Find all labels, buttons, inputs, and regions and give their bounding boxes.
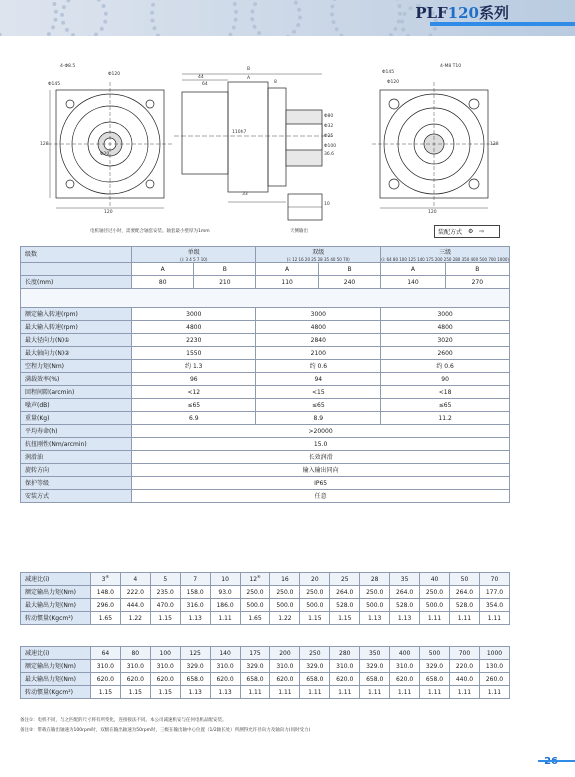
table-cell: 1.13 — [210, 686, 240, 699]
table-cell: 3000 — [381, 308, 510, 321]
dim-label: 4-Φ8.5 — [60, 64, 76, 69]
table-row — [21, 612, 510, 625]
ratio-cell: 350 — [360, 647, 390, 660]
table-cell: 94 — [256, 373, 381, 386]
table-cell: 1.22 — [270, 612, 300, 625]
ratio-cell: 7 — [180, 573, 210, 586]
table-cell: 2840 — [256, 334, 381, 347]
table-cell: 1.13 — [390, 612, 420, 625]
table-cell: 329.0 — [420, 660, 450, 673]
title-underline — [430, 22, 575, 26]
table-cell: 177.0 — [479, 586, 509, 599]
table-cell: 250.0 — [300, 586, 330, 599]
table-cell: ≤65 — [256, 399, 381, 412]
table-cell: 8.9 — [256, 412, 381, 425]
row-label: 回程间隙(arcmin) — [21, 386, 132, 399]
table-cell: 620.0 — [150, 673, 180, 686]
table-cell: 310.0 — [120, 660, 150, 673]
table-cell: A — [381, 263, 445, 276]
page-number-underline — [538, 760, 575, 762]
ratio-cell: 200 — [270, 647, 300, 660]
table-row — [21, 425, 510, 438]
row-label: 空程力矩(Nm) — [21, 360, 132, 373]
table-cell: 528.0 — [330, 599, 360, 612]
dim-label: Φ120 — [387, 80, 400, 85]
row-label: 重量(Kg) — [21, 412, 132, 425]
table-cell: 1.11 — [420, 686, 450, 699]
dim-label: 4-M8 T10 — [440, 64, 462, 69]
table-cell: 11.2 — [381, 412, 510, 425]
table-cell: 1.65 — [90, 612, 120, 625]
table-cell: 210 — [194, 276, 256, 289]
table-cell: 310.0 — [90, 660, 120, 673]
row-label: 满载效率(%) — [21, 373, 132, 386]
table-cell: 80 — [132, 276, 194, 289]
ratio-cell: 250 — [300, 647, 330, 660]
ratio-cell: 3④ — [90, 573, 120, 586]
table-cell: 1.11 — [240, 686, 270, 699]
table-cell: 620.0 — [90, 673, 120, 686]
table-cell: 620.0 — [120, 673, 150, 686]
table-cell: 1.15 — [150, 612, 180, 625]
table-cell: 1.11 — [449, 686, 479, 699]
row-label: 减速比(i) — [21, 647, 91, 660]
table-row — [21, 412, 510, 425]
table-cell: 1.15 — [90, 686, 120, 699]
row-label: 平均寿命(h) — [21, 425, 132, 438]
dim-label: Φ145 — [382, 70, 395, 75]
table-cell: 1.15 — [120, 686, 150, 699]
table-cell: 620.0 — [270, 673, 300, 686]
footnote: 备注②：带载在输出轴速为100rpm时，双级在输出轴速为50rpm时，三级在输出轴中心位置（1/2轴长处）所测得允许径向力及轴向力(同时受力) — [20, 728, 311, 733]
dim-label: 128 — [40, 142, 49, 147]
row-label: 最大输出力矩(Nm) — [21, 599, 91, 612]
row-label: 转动惯量(Kgcm²) — [21, 686, 91, 699]
table-cell: 1.13 — [360, 612, 390, 625]
ratio-cell: 280 — [330, 647, 360, 660]
table-cell: 444.0 — [120, 599, 150, 612]
table-cell: 1550 — [132, 347, 256, 360]
table-cell: 316.0 — [180, 599, 210, 612]
ratio-cell: 100 — [150, 647, 180, 660]
stage-header: 双级 (i: 12 16 20 25 28 35 40 50 70) — [256, 247, 381, 263]
table-row — [21, 464, 510, 477]
table-row — [21, 599, 510, 612]
table-cell: 270 — [445, 276, 509, 289]
row-label: 最大输入转速(rpm) — [21, 321, 132, 334]
table-cell: 1.11 — [479, 686, 509, 699]
row-label: 减速比(i) — [21, 573, 91, 586]
stage-header: 三级 (i: 64 80 100 125 140 175 200 250 280 350 400 500 700 1000) — [381, 247, 510, 263]
table-cell: 3000 — [132, 308, 256, 321]
table-cell: A — [132, 263, 194, 276]
table-cell: 250.0 — [270, 586, 300, 599]
table-cell: 222.0 — [120, 586, 150, 599]
table-cell: 1.11 — [479, 612, 509, 625]
ratio-cell: 20 — [300, 573, 330, 586]
row-label: 保护等级 — [21, 477, 132, 490]
ratio-cell: 35 — [390, 573, 420, 586]
dim-label: Φ145 — [48, 82, 61, 87]
dim-label: 64 — [202, 82, 208, 87]
table-cell: 3000 — [256, 308, 381, 321]
table-cell: 658.0 — [240, 673, 270, 686]
table-cell: <18 — [381, 386, 510, 399]
table-cell: 1.11 — [360, 686, 390, 699]
table-cell: 310.0 — [330, 660, 360, 673]
table-cell: A — [256, 263, 318, 276]
table-row — [21, 347, 510, 360]
footnote: 备注①：电机不同，与之匹配的尺寸将有所变化，连接接法不同。本公司减速机安与任何电机品配安装。 — [20, 718, 227, 723]
table-cell: 240 — [318, 276, 380, 289]
table-cell: >20000 — [132, 425, 510, 438]
row-label: 抗扭刚性(Nm/arcmin) — [21, 438, 132, 451]
row-label: 噪声(dB) — [21, 399, 132, 412]
table-cell: 任意 — [132, 490, 510, 503]
table-cell: 2230 — [132, 334, 256, 347]
ratio-cell: 175 — [240, 647, 270, 660]
table-cell: 620.0 — [330, 673, 360, 686]
page-title: PLF120系列 — [415, 4, 509, 22]
table-cell: 1.11 — [420, 612, 450, 625]
table-cell: 220.0 — [449, 660, 479, 673]
arrow-right-icon: ⇨ — [479, 228, 485, 235]
technical-drawing — [42, 52, 500, 242]
ratio-cell: 28 — [360, 573, 390, 586]
table-cell: 148.0 — [90, 586, 120, 599]
table-row — [21, 276, 510, 289]
dim-label: 128 — [490, 142, 499, 147]
gear-decoration-icon — [0, 0, 58, 36]
table-cell: 约 0.6 — [381, 360, 510, 373]
table-cell: 186.0 — [210, 599, 240, 612]
table-cell: 4800 — [381, 321, 510, 334]
table-cell: 329.0 — [300, 660, 330, 673]
dim-label: Φ100 — [324, 144, 337, 149]
dim-label: Φ25 — [324, 134, 334, 139]
ratio-cell: 140 — [210, 647, 240, 660]
table-cell: 500.0 — [360, 599, 390, 612]
table-row — [21, 321, 510, 334]
table-cell: 1.11 — [390, 686, 420, 699]
dim-label: Φ20 — [100, 152, 110, 157]
ratio-cell: 12④ — [240, 573, 270, 586]
ratio-cell: 1000 — [479, 647, 509, 660]
table-row — [21, 451, 510, 464]
ratio-cell: 700 — [449, 647, 479, 660]
table-cell: 658.0 — [420, 673, 450, 686]
dim-label: 33 — [242, 192, 248, 197]
table-cell: 1.13 — [180, 686, 210, 699]
table-row — [21, 586, 510, 599]
gear-decoration-icon — [150, 0, 238, 36]
ratio-cell: 500 — [420, 647, 450, 660]
table-cell: 310.0 — [270, 660, 300, 673]
gear-decoration-icon — [330, 0, 402, 36]
row-label: 额定输出力矩(Nm) — [21, 586, 91, 599]
table-cell: 3020 — [381, 334, 510, 347]
table-cell: 310.0 — [210, 660, 240, 673]
dim-label: 120 — [104, 210, 113, 215]
install-method-box — [434, 225, 500, 238]
table-row — [21, 360, 510, 373]
spacer-row — [21, 289, 510, 308]
table-cell: IP65 — [132, 477, 510, 490]
table-cell: 500.0 — [270, 599, 300, 612]
table-cell: 354.0 — [479, 599, 509, 612]
table-cell: 1.11 — [300, 686, 330, 699]
table-cell: 500.0 — [420, 599, 450, 612]
ratio-table-2 — [20, 646, 510, 699]
ratio-cell: 5 — [150, 573, 180, 586]
table-cell: 658.0 — [180, 673, 210, 686]
ratio-cell: 50 — [449, 573, 479, 586]
table-cell: 658.0 — [300, 673, 330, 686]
table-cell: 264.0 — [449, 586, 479, 599]
table-cell: 500.0 — [300, 599, 330, 612]
table-cell: 1.13 — [180, 612, 210, 625]
gear-decoration-icon — [250, 0, 302, 36]
stage-header: 单级 (i: 3 4 5 7 10) — [132, 247, 256, 263]
table-cell: 96 — [132, 373, 256, 386]
table-row — [21, 263, 510, 276]
table-cell: 1.65 — [240, 612, 270, 625]
level-label: 级数 — [21, 247, 132, 263]
table-row — [21, 673, 510, 686]
table-cell: 158.0 — [180, 586, 210, 599]
table-row — [21, 438, 510, 451]
table-cell: 250.0 — [420, 586, 450, 599]
dim-label: 44 — [198, 75, 204, 80]
table-row — [21, 647, 510, 660]
ratio-table-1 — [20, 572, 510, 625]
table-cell: 329.0 — [180, 660, 210, 673]
table-cell: 1.11 — [210, 612, 240, 625]
table-cell: 440.0 — [449, 673, 479, 686]
table-cell: 110 — [256, 276, 318, 289]
ratio-footnote-mark: ④ — [257, 573, 261, 579]
ratio-cell: 40 — [420, 573, 450, 586]
row-label: 转动惯量(Kgcm²) — [21, 612, 91, 625]
table-cell: 2100 — [256, 347, 381, 360]
table-cell: 130.0 — [479, 660, 509, 673]
dim-label: Φ80 — [324, 114, 334, 119]
table-cell: 6.9 — [132, 412, 256, 425]
table-cell: <15 — [256, 386, 381, 399]
dim-label: Φ32 — [324, 124, 334, 129]
table-cell: 140 — [381, 276, 445, 289]
row-label: 最大径向力(N)① — [21, 334, 132, 347]
ratio-cell: 125 — [180, 647, 210, 660]
table-cell: B — [318, 263, 380, 276]
table-cell: 310.0 — [390, 660, 420, 673]
table-cell: 长效润滑 — [132, 451, 510, 464]
dim-label: 8 — [274, 80, 277, 85]
dim-label: Φ120 — [108, 72, 121, 77]
table-cell: 15.0 — [132, 438, 510, 451]
table-cell: 1.11 — [449, 612, 479, 625]
table-cell: <12 — [132, 386, 256, 399]
row-label: 最大输出力矩(Nm) — [21, 673, 91, 686]
table-cell: ≤65 — [132, 399, 256, 412]
table-cell: 620.0 — [390, 673, 420, 686]
motor-note: 电机轴径过小时，需要配合轴套安装。轴套最小壁厚为1mm — [90, 229, 210, 234]
row-label: 最大轴向力(N)② — [21, 347, 132, 360]
table-cell: 329.0 — [360, 660, 390, 673]
table-cell: 1.22 — [120, 612, 150, 625]
table-cell: 93.0 — [210, 586, 240, 599]
table-cell: 1.15 — [150, 686, 180, 699]
table-cell: 4800 — [132, 321, 256, 334]
table-cell: 1.15 — [300, 612, 330, 625]
table-row — [21, 386, 510, 399]
gear-decoration-icon — [60, 0, 108, 36]
table-cell: 500.0 — [240, 599, 270, 612]
table-cell: 250.0 — [360, 586, 390, 599]
dim-label: A — [247, 76, 251, 81]
table-cell: 约 1.3 — [132, 360, 256, 373]
ratio-cell: 70 — [479, 573, 509, 586]
dim-label: 120 — [428, 210, 437, 215]
table-row — [21, 334, 510, 347]
table-cell: 250.0 — [240, 586, 270, 599]
table-cell: 260.0 — [479, 673, 509, 686]
table-cell: 1.11 — [330, 686, 360, 699]
row-label: 额定输出力矩(Nm) — [21, 660, 91, 673]
row-label: 长度(mm) — [21, 276, 132, 289]
ratio-cell: 64 — [90, 647, 120, 660]
table-row — [21, 399, 510, 412]
table-cell: 329.0 — [240, 660, 270, 673]
table-cell: B — [445, 263, 509, 276]
dim-label: 36.6 — [324, 152, 335, 157]
table-row — [21, 477, 510, 490]
table-cell: 90 — [381, 373, 510, 386]
table-row — [21, 573, 510, 586]
row-label: 安装方式 — [21, 490, 132, 503]
table-row — [21, 308, 510, 321]
table-cell: 310.0 — [150, 660, 180, 673]
table-cell: 658.0 — [360, 673, 390, 686]
ratio-cell: 10 — [210, 573, 240, 586]
table-cell: B — [194, 263, 256, 276]
table-cell: 2600 — [381, 347, 510, 360]
gear-icon: ⚙ — [468, 228, 474, 235]
dim-label: B — [247, 67, 251, 72]
table-row — [21, 660, 510, 673]
ratio-cell: 25 — [330, 573, 360, 586]
table-cell: 约 0.6 — [256, 360, 381, 373]
table-cell: 1.15 — [330, 612, 360, 625]
table-cell: 264.0 — [330, 586, 360, 599]
row-label: 旋转方向 — [21, 464, 132, 477]
ratio-cell: 4 — [120, 573, 150, 586]
table-row — [21, 373, 510, 386]
table-cell: 528.0 — [449, 599, 479, 612]
ratio-footnote-mark: ④ — [105, 573, 110, 579]
spec-table — [20, 246, 510, 503]
table-cell: 620.0 — [210, 673, 240, 686]
table-row — [21, 490, 510, 503]
table-cell: 528.0 — [390, 599, 420, 612]
dim-label: 10 — [324, 202, 330, 207]
table-cell: 235.0 — [150, 586, 180, 599]
table-cell: 1.11 — [270, 686, 300, 699]
row-label: 额定输入转速(rpm) — [21, 308, 132, 321]
install-label: 装配方式 — [438, 229, 463, 236]
row-label: 润滑油 — [21, 451, 132, 464]
ratio-cell: 16 — [270, 573, 300, 586]
table-cell: 296.0 — [90, 599, 120, 612]
table-row — [21, 686, 510, 699]
table-cell: ≤65 — [381, 399, 510, 412]
output-note: 天侧输出 — [290, 229, 308, 234]
table-cell: 470.0 — [150, 599, 180, 612]
table-cell: 264.0 — [390, 586, 420, 599]
ratio-cell: 80 — [120, 647, 150, 660]
ratio-cell: 400 — [390, 647, 420, 660]
table-cell: 输入输出同向 — [132, 464, 510, 477]
dim-label: 110h7 — [232, 130, 247, 135]
table-cell: 4800 — [256, 321, 381, 334]
